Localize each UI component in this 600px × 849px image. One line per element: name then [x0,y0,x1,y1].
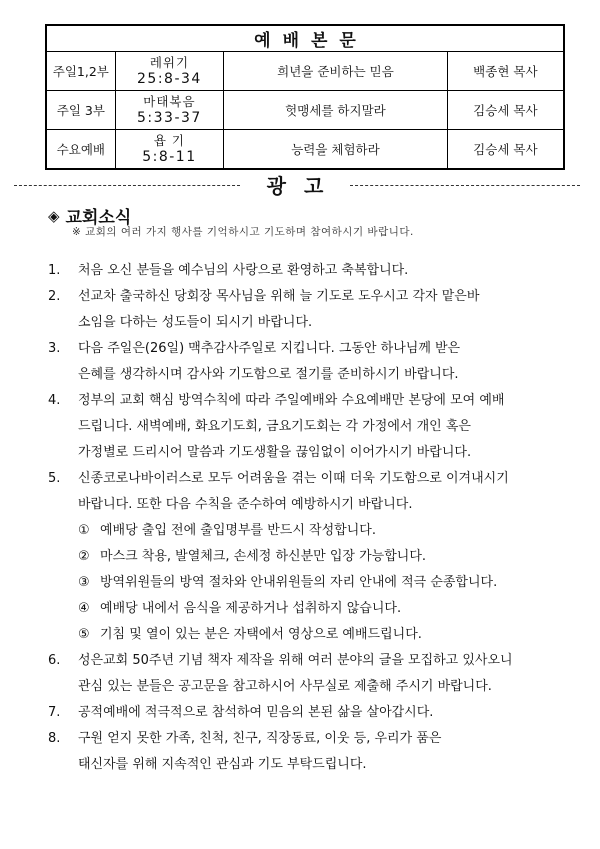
notice-text-line: 신종코로나바이러스로 모두 어려움을 겪는 이때 더욱 기도함으로 이겨내시기 [78,471,509,486]
subitem-text: 예배당 출입 전에 출입명부를 반드시 작성합니다. [100,523,376,538]
notice-body [78,388,568,466]
notice-item [48,388,568,466]
diamond-icon: ◈ [48,206,60,225]
notice-text-line: 공적예배에 적극적으로 참석하여 믿음의 본된 삶을 살아갑시다. [78,705,434,720]
notice-list [48,258,568,778]
section-title-text: 교회소식 [65,208,132,228]
sermon-table [45,24,565,170]
notice-subitem [78,518,568,544]
notice-text-line: 가정별로 드리시어 말씀과 기도생활을 끊임없이 이어가시기 바랍니다. [78,445,472,460]
scripture-verse: 5:33-37 [137,110,202,126]
subitem-text: 마스크 착용, 발열체크, 손세정 하신분만 입장 가능합니다. [100,549,427,564]
notice-number: 1. [48,263,61,278]
notice-body [78,258,568,284]
notice-body [78,284,568,336]
notice-text-line: 소임을 다하는 성도들이 되시기 바랍니다. [78,315,313,330]
notice-item [48,700,568,726]
notice-subitem [78,622,568,648]
scripture-passage [115,91,224,130]
notice-number: 2. [48,289,61,304]
divider [350,185,580,186]
scripture-passage [115,52,224,91]
notice-text-line: 정부의 교회 핵심 방역수칙에 따라 주일예배와 수요예배만 본당에 모여 예배 [78,393,505,408]
notice-number: 7. [48,705,61,720]
notice-body [78,726,568,778]
notice-subitem [78,596,568,622]
table-row [46,130,564,170]
preacher-name: 김승세 목사 [447,91,564,130]
notice-body [78,466,568,648]
service-name: 수요예배 [46,130,115,170]
announcements-heading [0,170,600,198]
subitem-marker: ① [78,523,90,538]
notice-text-line: 선교차 출국하신 당회장 목사님을 위해 늘 기도로 도우시고 각자 맡은바 [78,289,480,304]
scripture-book: 욥 기 [153,133,185,148]
notice-text-line: 바랍니다. 또한 다음 수칙을 준수하여 예방하시기 바랍니다. [78,497,413,512]
notice-body [78,700,568,726]
notice-body [78,336,568,388]
section-note: ※ 교회의 여러 가지 행사를 기억하시고 기도하며 참여하시기 바랍니다. [72,226,414,238]
subitem-marker: ② [78,549,90,564]
sermon-title: 헛맹세를 하지말라 [224,91,448,130]
notice-number: 4. [48,393,61,408]
notice-item [48,648,568,700]
subitem-marker: ④ [78,601,90,616]
scripture-verse: 5:8-11 [142,149,197,165]
notice-item [48,336,568,388]
notice-body [78,648,568,700]
notice-text-line: 성은교회 50주년 기념 책자 제작을 위해 여러 분야의 글을 모집하고 있사오니 [78,653,513,668]
notice-text-line: 드립니다. 새벽예배, 화요기도회, 금요기도회는 각 가정에서 개인 혹은 [78,419,471,434]
notice-number: 5. [48,471,61,486]
notice-subitem [78,570,568,596]
notice-text-line: 관심 있는 분들은 공고문을 참고하시어 사무실로 제출해 주시기 바랍니다. [78,679,492,694]
preacher-name: 백종현 목사 [447,52,564,91]
sermon-title: 희년을 준비하는 믿음 [224,52,448,91]
notice-item [48,726,568,778]
notice-item [48,284,568,336]
table-row [46,52,564,91]
subitem-text: 기침 및 열이 있는 분은 자택에서 영상으로 예배드립니다. [100,627,422,642]
service-name: 주일 3부 [46,91,115,130]
subitem-text: 방역위원들의 방역 절차와 안내위원들의 자리 안내에 적극 순종합니다. [100,575,498,590]
notice-text-line: 은혜를 생각하시며 감사와 기도함으로 절기를 준비하시기 바랍니다. [78,367,459,382]
announcements-title: 광고 [266,174,342,198]
scripture-passage [115,130,224,170]
notice-item [48,258,568,284]
notice-number: 6. [48,653,61,668]
scripture-book: 레위기 [149,55,190,70]
divider [14,185,240,186]
subitem-marker: ③ [78,575,90,590]
notice-text-line: 다음 주일은(26일) 맥추감사주일로 지킵니다. 그동안 하나님께 받은 [78,341,461,356]
subitem-text: 예배당 내에서 음식을 제공하거나 섭취하지 않습니다. [100,601,402,616]
notice-item [48,466,568,648]
notice-text-line: 구원 얻지 못한 가족, 친척, 친구, 직장동료, 이웃 등, 우리가 품은 [78,731,442,746]
table-row [46,91,564,130]
table-header: 예배본문 [46,25,564,52]
service-name: 주일1,2부 [46,52,115,91]
scripture-book: 마태복음 [143,94,196,109]
scripture-verse: 25:8-34 [137,71,202,87]
notice-text-line: 처음 오신 분들을 예수님의 사랑으로 환영하고 축복합니다. [78,263,409,278]
notice-number: 3. [48,341,61,356]
sermon-title: 능력을 체험하라 [224,130,448,170]
notice-number: 8. [48,731,61,746]
subitem-marker: ⑤ [78,627,90,642]
notice-text-line: 태신자를 위해 지속적인 관심과 기도 부탁드립니다. [78,757,367,772]
notice-subitem [78,544,568,570]
preacher-name: 김승세 목사 [447,130,564,170]
